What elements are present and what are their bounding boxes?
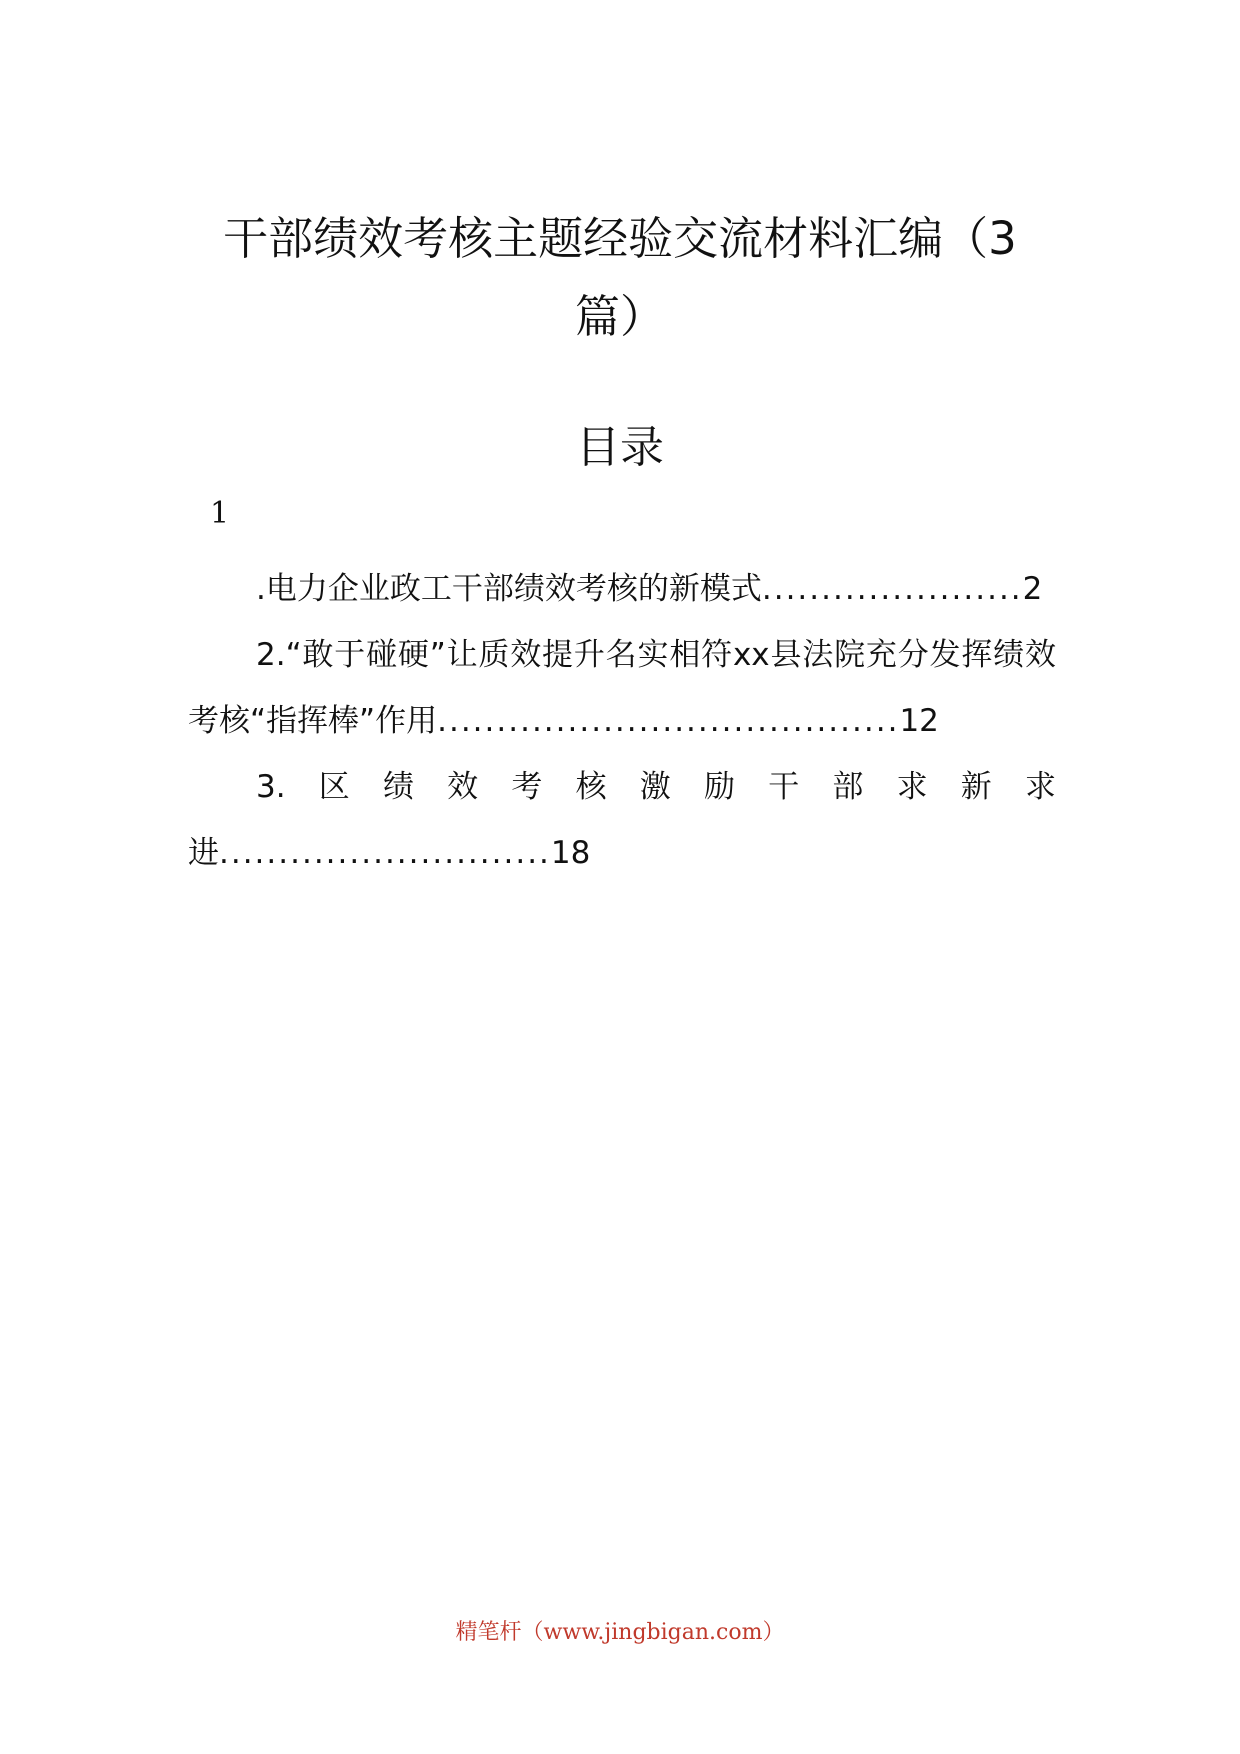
toc-entry-text: .电力企业政工干部绩效考核的新模式 <box>256 571 762 607</box>
toc-page-number: 18 <box>550 835 591 871</box>
toc-leader-dots: ...................... <box>761 571 1023 607</box>
toc-entry-1[interactable] <box>188 556 1056 622</box>
footer-watermark[interactable]: 精笔杆（www.jingbigan.com） <box>455 1620 785 1645</box>
document-title: 干部绩效考核主题经验交流材料汇编（3篇） <box>223 212 1017 343</box>
toc-leader-dots: ............................ <box>219 835 551 871</box>
toc-entry-text: 2.“敢于碰硬”让质效提升名实相符xx县法院充分发挥绩效考核“指挥棒”作用 <box>188 637 1056 739</box>
toc-heading: 目录 <box>576 422 664 473</box>
toc-leader-dots: ....................................... <box>437 703 900 739</box>
toc-entry-text: 3.区绩效考核激励干部求新求进 <box>188 769 1056 871</box>
table-of-contents <box>188 556 1056 886</box>
toc-number: 1 <box>210 496 230 531</box>
toc-page-number: 12 <box>899 703 939 739</box>
toc-page-number: 2 <box>1022 571 1043 607</box>
toc-entry-3[interactable] <box>188 754 1056 886</box>
toc-entry-2[interactable] <box>188 622 1056 754</box>
